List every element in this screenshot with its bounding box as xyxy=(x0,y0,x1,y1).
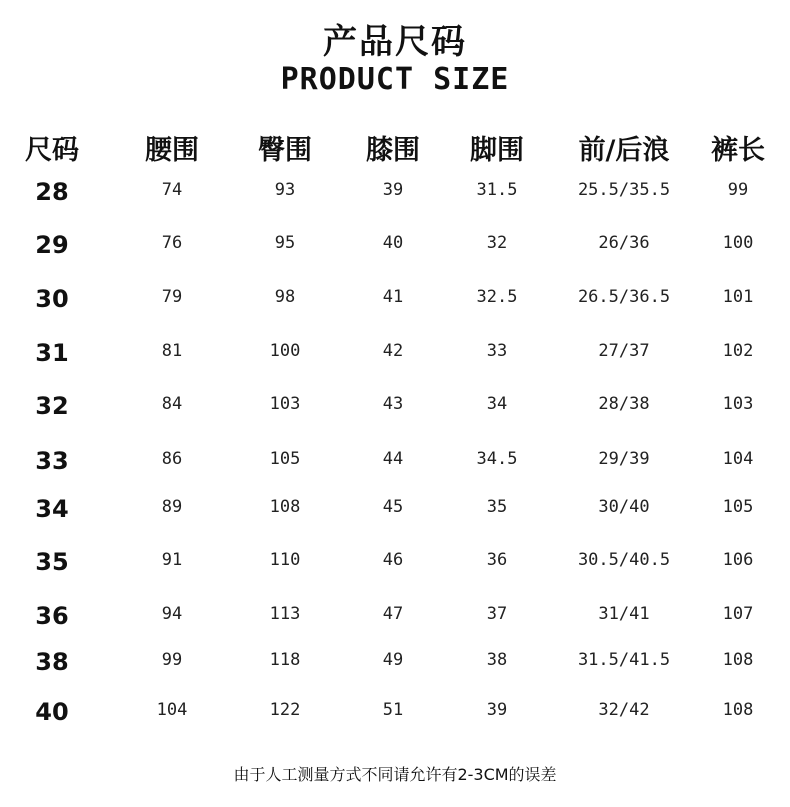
cell-length: 101 xyxy=(722,287,754,307)
cell-size: 40 xyxy=(35,698,69,726)
cell-waist: 86 xyxy=(161,449,183,469)
cell-hip: 103 xyxy=(269,394,301,414)
cell-size: 34 xyxy=(35,495,69,523)
cell-waist: 81 xyxy=(161,341,183,361)
cell-hem: 34.5 xyxy=(476,449,518,469)
cell-size: 30 xyxy=(35,285,69,313)
cell-size: 29 xyxy=(35,231,69,259)
cell-hip: 113 xyxy=(269,604,301,624)
cell-rise: 25.5/35.5 xyxy=(577,180,671,200)
page-subtitle: PRODUCT SIZE xyxy=(280,62,510,97)
cell-hem: 32.5 xyxy=(476,287,518,307)
cell-knee: 45 xyxy=(382,497,404,517)
cell-knee: 49 xyxy=(382,650,404,670)
cell-size: 32 xyxy=(35,392,69,420)
header-knee: 膝围 xyxy=(366,135,420,166)
cell-waist: 94 xyxy=(161,604,183,624)
cell-length: 106 xyxy=(722,550,754,570)
cell-knee: 51 xyxy=(382,700,404,720)
cell-length: 107 xyxy=(722,604,754,624)
cell-waist: 79 xyxy=(161,287,183,307)
cell-length: 104 xyxy=(722,449,754,469)
cell-size: 28 xyxy=(35,178,69,206)
cell-hip: 108 xyxy=(269,497,301,517)
cell-size: 36 xyxy=(35,602,69,630)
header-length: 裤长 xyxy=(711,135,765,166)
cell-knee: 40 xyxy=(382,233,404,253)
cell-size: 35 xyxy=(35,548,69,576)
cell-hip: 110 xyxy=(269,550,301,570)
page-title: 产品尺码 xyxy=(323,22,467,62)
cell-length: 103 xyxy=(722,394,754,414)
cell-knee: 41 xyxy=(382,287,404,307)
cell-waist: 76 xyxy=(161,233,183,253)
cell-knee: 43 xyxy=(382,394,404,414)
header-hip: 臀围 xyxy=(258,135,312,166)
cell-hip: 122 xyxy=(269,700,301,720)
cell-length: 100 xyxy=(722,233,754,253)
cell-length: 99 xyxy=(727,180,749,200)
cell-length: 102 xyxy=(722,341,754,361)
header-size: 尺码 xyxy=(25,135,79,166)
cell-hem: 39 xyxy=(486,700,508,720)
cell-size: 38 xyxy=(35,648,69,676)
cell-knee: 46 xyxy=(382,550,404,570)
cell-knee: 42 xyxy=(382,341,404,361)
header-waist: 腰围 xyxy=(145,135,199,166)
cell-rise: 30/40 xyxy=(598,497,650,517)
cell-rise: 29/39 xyxy=(598,449,650,469)
cell-waist: 99 xyxy=(161,650,183,670)
cell-size: 31 xyxy=(35,339,69,367)
cell-hem: 34 xyxy=(486,394,508,414)
cell-waist: 84 xyxy=(161,394,183,414)
cell-hip: 100 xyxy=(269,341,301,361)
cell-rise: 31/41 xyxy=(598,604,650,624)
cell-waist: 74 xyxy=(161,180,183,200)
cell-length: 108 xyxy=(722,700,754,720)
cell-knee: 44 xyxy=(382,449,404,469)
cell-hip: 98 xyxy=(274,287,296,307)
cell-length: 108 xyxy=(722,650,754,670)
cell-rise: 26/36 xyxy=(598,233,650,253)
measurement-note: 由于人工测量方式不同请允许有2-3CM的误差 xyxy=(233,765,557,784)
cell-waist: 104 xyxy=(156,700,188,720)
cell-knee: 39 xyxy=(382,180,404,200)
cell-knee: 47 xyxy=(382,604,404,624)
cell-hem: 37 xyxy=(486,604,508,624)
cell-size: 33 xyxy=(35,447,69,475)
cell-rise: 28/38 xyxy=(598,394,650,414)
cell-waist: 89 xyxy=(161,497,183,517)
cell-length: 105 xyxy=(722,497,754,517)
header-rise: 前/后浪 xyxy=(578,135,670,166)
cell-hem: 32 xyxy=(486,233,508,253)
cell-hem: 31.5 xyxy=(476,180,518,200)
cell-hip: 95 xyxy=(274,233,296,253)
cell-rise: 30.5/40.5 xyxy=(577,550,671,570)
cell-hip: 118 xyxy=(269,650,301,670)
cell-rise: 31.5/41.5 xyxy=(577,650,671,670)
cell-waist: 91 xyxy=(161,550,183,570)
cell-hem: 35 xyxy=(486,497,508,517)
cell-hem: 36 xyxy=(486,550,508,570)
cell-rise: 26.5/36.5 xyxy=(577,287,671,307)
cell-rise: 27/37 xyxy=(598,341,650,361)
cell-hem: 33 xyxy=(486,341,508,361)
cell-rise: 32/42 xyxy=(598,700,650,720)
cell-hip: 105 xyxy=(269,449,301,469)
cell-hip: 93 xyxy=(274,180,296,200)
cell-hem: 38 xyxy=(486,650,508,670)
header-hem: 脚围 xyxy=(470,135,524,166)
